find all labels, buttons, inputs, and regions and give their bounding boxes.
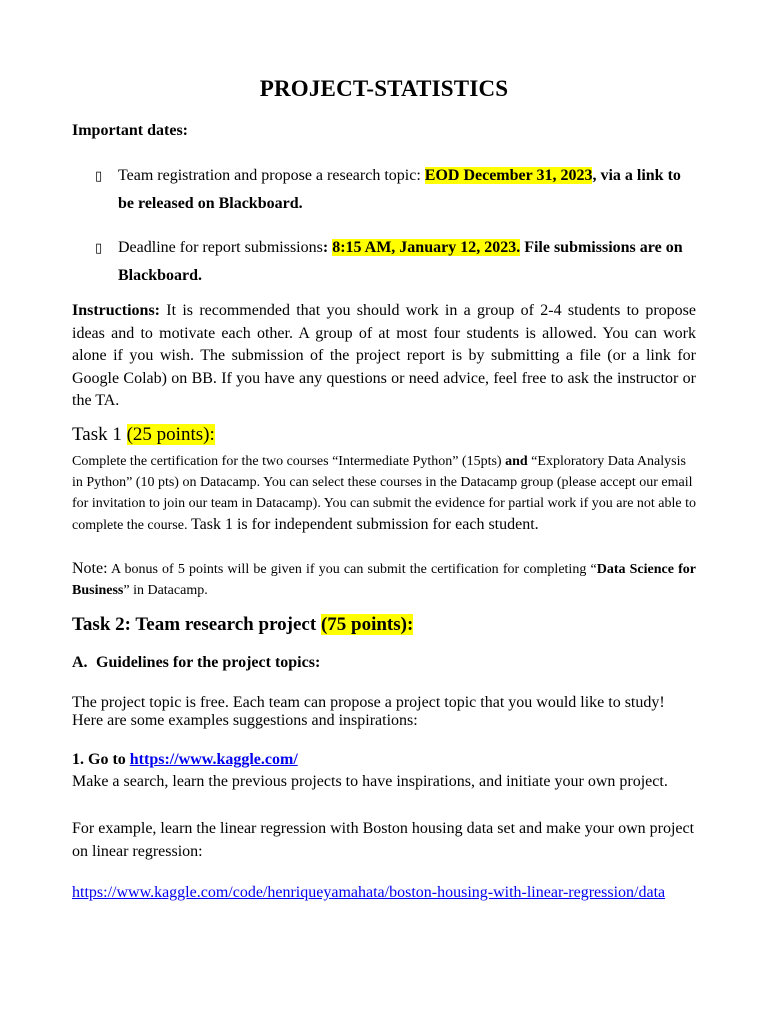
project-topic-paragraph: The project topic is free. Each team can propose a project topic that you would like to study! Here are some examples suggestions and inspirations: xyxy=(72,694,665,729)
task1-heading xyxy=(72,424,215,446)
bullet-deadline xyxy=(95,234,696,290)
section-a-heading xyxy=(72,654,320,672)
bullet-colon: : xyxy=(322,239,333,256)
task1-body-part3: Task 1 is for independent submission for each student. xyxy=(190,516,539,533)
task2-points: (75 points): xyxy=(320,614,414,635)
search-instruction: Make a search, learn the previous projects to have inspirations, and initiate your own project. xyxy=(72,773,668,790)
important-dates-label: Important dates: xyxy=(72,122,188,139)
task1-body xyxy=(72,451,696,536)
task1-body-and: and xyxy=(505,454,528,469)
boston-housing-link[interactable]: https://www.kaggle.com/code/henriqueyamahata/boston-housing-with-linear-regression/data xyxy=(72,884,666,901)
example-paragraph: For example, learn the linear regression with Boston housing data set and make your own project on linear regression: xyxy=(72,820,695,860)
note-label: Note: xyxy=(72,560,108,577)
task1-points: (25 points): xyxy=(126,424,215,445)
task1-note xyxy=(72,558,696,601)
section-a-number: A. xyxy=(72,654,88,671)
bullet-text: Deadline for report submissions xyxy=(118,239,323,256)
section-a-title: Guidelines for the project topics: xyxy=(96,654,321,671)
bullet-box-icon: ▯ xyxy=(95,168,103,183)
task2-heading-text: Task 2: Team research project xyxy=(72,614,321,635)
bullet-text: Team registration and propose a research topic: xyxy=(118,167,425,184)
page-title: PROJECT-STATISTICS xyxy=(259,76,509,101)
note-bold-course: Data Science for Business xyxy=(72,562,696,598)
bullet-bold-tail: , via a link to be released on Blackboard. xyxy=(118,167,681,212)
task1-body-part2: “Exploratory Data Analysis in Python” (10 pts) on Datacamp. You can select these courses in the Datacamp group (please accept our email for invitation to join our team in Datacamp). You can submit the evidence for partial work if you are not able to complete the course. xyxy=(72,454,696,533)
kaggle-link[interactable]: https://www.kaggle.com/ xyxy=(129,751,298,768)
registration-deadline: EOD December 31, 2023 xyxy=(424,167,593,184)
note-tail: ” in Datacamp. xyxy=(123,583,208,598)
instructions-paragraph xyxy=(72,300,696,413)
task1-body-part1: Complete the certification for the two courses “Intermediate Python” (15pts) xyxy=(72,454,506,469)
bullet-registration xyxy=(95,162,696,218)
bullet-box-icon: ▯ xyxy=(95,240,103,255)
note-text: A bonus of 5 points will be given if you can submit the certification for completing “ xyxy=(107,562,597,577)
instructions-label: Instructions: xyxy=(72,302,161,319)
instructions-text: It is recommended that you should work in a group of 2-4 students to propose ideas and to motivate each other. A group of at most four students is allowed. You can work alone if you wish. The submission of the project report is by submitting a file (or a link for Google Colab) on BB. If you have any questions or need advice, feel free to ask the instructor or the TA. xyxy=(72,302,696,409)
goto-label: 1. Go to xyxy=(72,751,130,768)
example-link-line xyxy=(72,884,665,902)
task1-heading-text: Task 1 xyxy=(72,424,127,445)
goto-kaggle xyxy=(72,751,298,769)
task2-heading xyxy=(72,614,413,636)
submission-deadline: 8:15 AM, January 12, 2023. xyxy=(332,239,521,256)
bullet-bold-tail: File submissions are on Blackboard. xyxy=(118,239,683,284)
